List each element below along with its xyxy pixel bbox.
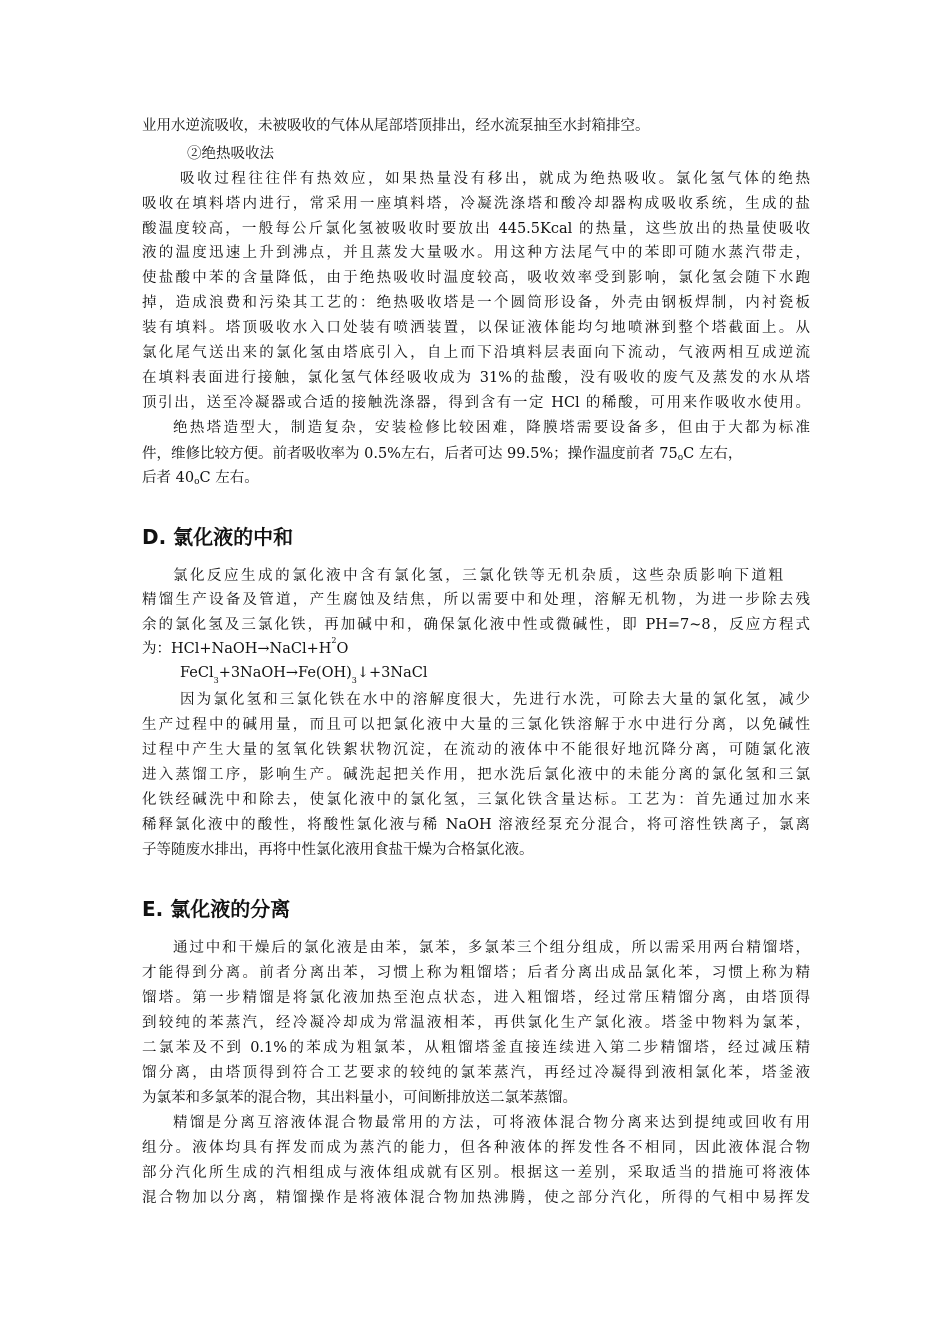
text-line: 余的氯化氢及三氯化铁，再加碱中和，确保氯化液中性或微碱性，即 PH=7~8，反应方程式 (142, 617, 810, 633)
text-line: 液的温度迅速上升到沸点，并且蒸发大量吸水。用这种方法尾气中的苯即可随水蒸汽带走， (142, 245, 810, 261)
text-line: 才能得到分离。前者分离出苯，习惯上称为粗馏塔；后者分离出成品氯化苯，习惯上称为精 (142, 965, 810, 981)
text-line-temp: 件，维修比较方便。前者吸收率为 0.5%左右，后者可达 99.5%；操作温度前者 75oC 左右， (142, 446, 743, 463)
text-line: 精馏是分离互溶液体混合物最常用的方法，可将液体混合物分离来达到提纯或回收有用 (173, 1115, 810, 1131)
text-line: 部分汽化所生成的汽相组成与液体组成就有区别。根据这一差别，采取适当的措施可将液体 (142, 1165, 810, 1181)
text-line: 掉，造成浪费和污染其工艺的：绝热吸收塔是一个圆筒形设备，外壳由钢板焊制，内衬瓷板 (142, 295, 810, 311)
subheading-adiabatic: ②绝热吸收法 (187, 146, 274, 162)
text-line: 业用水逆流吸收，未被吸收的气体从尾部塔顶排出，经水流泵抽至水封箱排空。 (142, 118, 650, 134)
text-line: 绝热塔造型大，制造复杂，安装检修比较困难，降膜塔需要设备多，但由于大都为标准 (173, 420, 810, 436)
text-line: 混合物加以分离，精馏操作是将液体混合物加热沸腾，使之部分汽化，所得的气相中易挥发 (142, 1190, 810, 1206)
text-line: 精馏生产设备及管道，产生腐蚀及结焦，所以需要中和处理，溶解无机物，为进一步除去残 (142, 592, 810, 608)
text-line: 子等随废水排出，再将中性氯化液用食盐干燥为合格氯化液。 (142, 842, 534, 858)
text-line-temp: 后者 40oC 左右。 (142, 470, 259, 487)
equation-fecl3: $FeCl_3+3NaOH\to Fe(OH)_3↓+3NaCl$ (180, 665, 428, 685)
text-line: 酸温度较高，一般每公斤氯化氢被吸收时要放出 445.5Kcal 的热量，这些放出的热量使吸收 (142, 221, 810, 237)
text-line: 吸收在填料塔内进行，常采用一座填料塔，冷凝洗涤塔和酸冷却器构成吸收系统，生成的盐 (142, 196, 810, 212)
section-heading-e: E. 氯化液的分离 (142, 897, 291, 921)
text-line: 氯化尾气送出来的氯化氢由塔底引入，自上而下沿填料层表面向下流动，气液两相互成逆流 (142, 345, 810, 361)
text-line: 氯化反应生成的氯化液中含有氯化氢，三氯化铁等无机杂质，这些杂质影响下道粗 (173, 568, 783, 584)
text-line: 组分。液体均具有挥发而成为蒸汽的能力，但各种液体的挥发性各不相同，因此液体混合物 (142, 1140, 810, 1156)
text-line: 吸收过程往往伴有热效应，如果热量没有移出，就成为绝热吸收。氯化氢气体的绝热 (180, 171, 810, 187)
section-heading-d: D. 氯化液的中和 (142, 525, 294, 549)
text-line: 进入蒸馏工序，影响生产。碱洗起把关作用，把水洗后氯化液中的未能分离的氯化氢和三氯 (142, 767, 810, 783)
text-line: 因为氯化氢和三氯化铁在水中的溶解度很大，先进行水洗，可除去大量的氯化氢，减少 (180, 692, 810, 708)
text-line: 二氯苯及不到 0.1%的苯成为粗氯苯，从粗馏塔釜直接连续进入第二步精馏塔，经过减压精 (142, 1040, 810, 1056)
text-line: 装有填料。塔顶吸收水入口处装有喷洒装置，以保证液体能均匀地喷淋到整个塔截面上。从 (142, 320, 810, 336)
text-line: 化铁经碱洗中和除去，使氯化液中的氯化氢，三氯化铁含量达标。工艺为：首先通过加水来 (142, 792, 810, 808)
text-line: 稀释氯化液中的酸性，将酸性氯化液与稀 NaOH 溶液经泵充分混合，将可溶性铁离子，氯离 (142, 817, 810, 833)
text-line: 过程中产生大量的氢氧化铁絮状物沉淀，在流动的液体中不能很好地沉降分离，可随氯化液 (142, 742, 810, 758)
text-line: 通过中和干燥后的氯化液是由苯，氯苯，多氯苯三个组分组成，所以需采用两台精馏塔， (173, 940, 810, 956)
text-line: 馏分离，由塔顶得到符合工艺要求的较纯的氯苯蒸汽，再经过冷凝得到液相氯化苯，塔釜液 (142, 1065, 810, 1081)
text-line: 到较纯的苯蒸汽，经冷凝冷却成为常温液相苯，再供氯化生产氯化液。塔釜中物料为氯苯， (142, 1015, 810, 1031)
text-line: 生产过程中的碱用量，而且可以把氯化液中大量的三氯化铁溶解于水中进行分离，以免碱性 (142, 717, 810, 733)
text-line: 使盐酸中苯的含量降低，由于绝热吸收时温度较高，吸收效率受到影响，氯化氢会随下水跑 (142, 270, 810, 286)
text-line: 在填料表面进行接触，氯化氢气体经吸收成为 31%的盐酸，没有吸收的废气及蒸发的水从塔 (142, 370, 810, 386)
text-line: 馏塔。第一步精馏是将氯化液加热至泡点状态，进入粗馏塔，经过常压精馏分离，由塔顶得 (142, 990, 810, 1006)
equation-hcl: 为：$HCl+NaOH\to NaCl+H^2O$ (142, 636, 349, 657)
text-line: 顶引出，送至冷凝器或合适的接触洗涤器，得到含有一定 HCl 的稀酸，可用来作吸收水使用。 (142, 395, 810, 411)
text-line: 为氯苯和多氯苯的混合物，其出料量小，可间断排放送二氯苯蒸馏。 (142, 1090, 577, 1106)
